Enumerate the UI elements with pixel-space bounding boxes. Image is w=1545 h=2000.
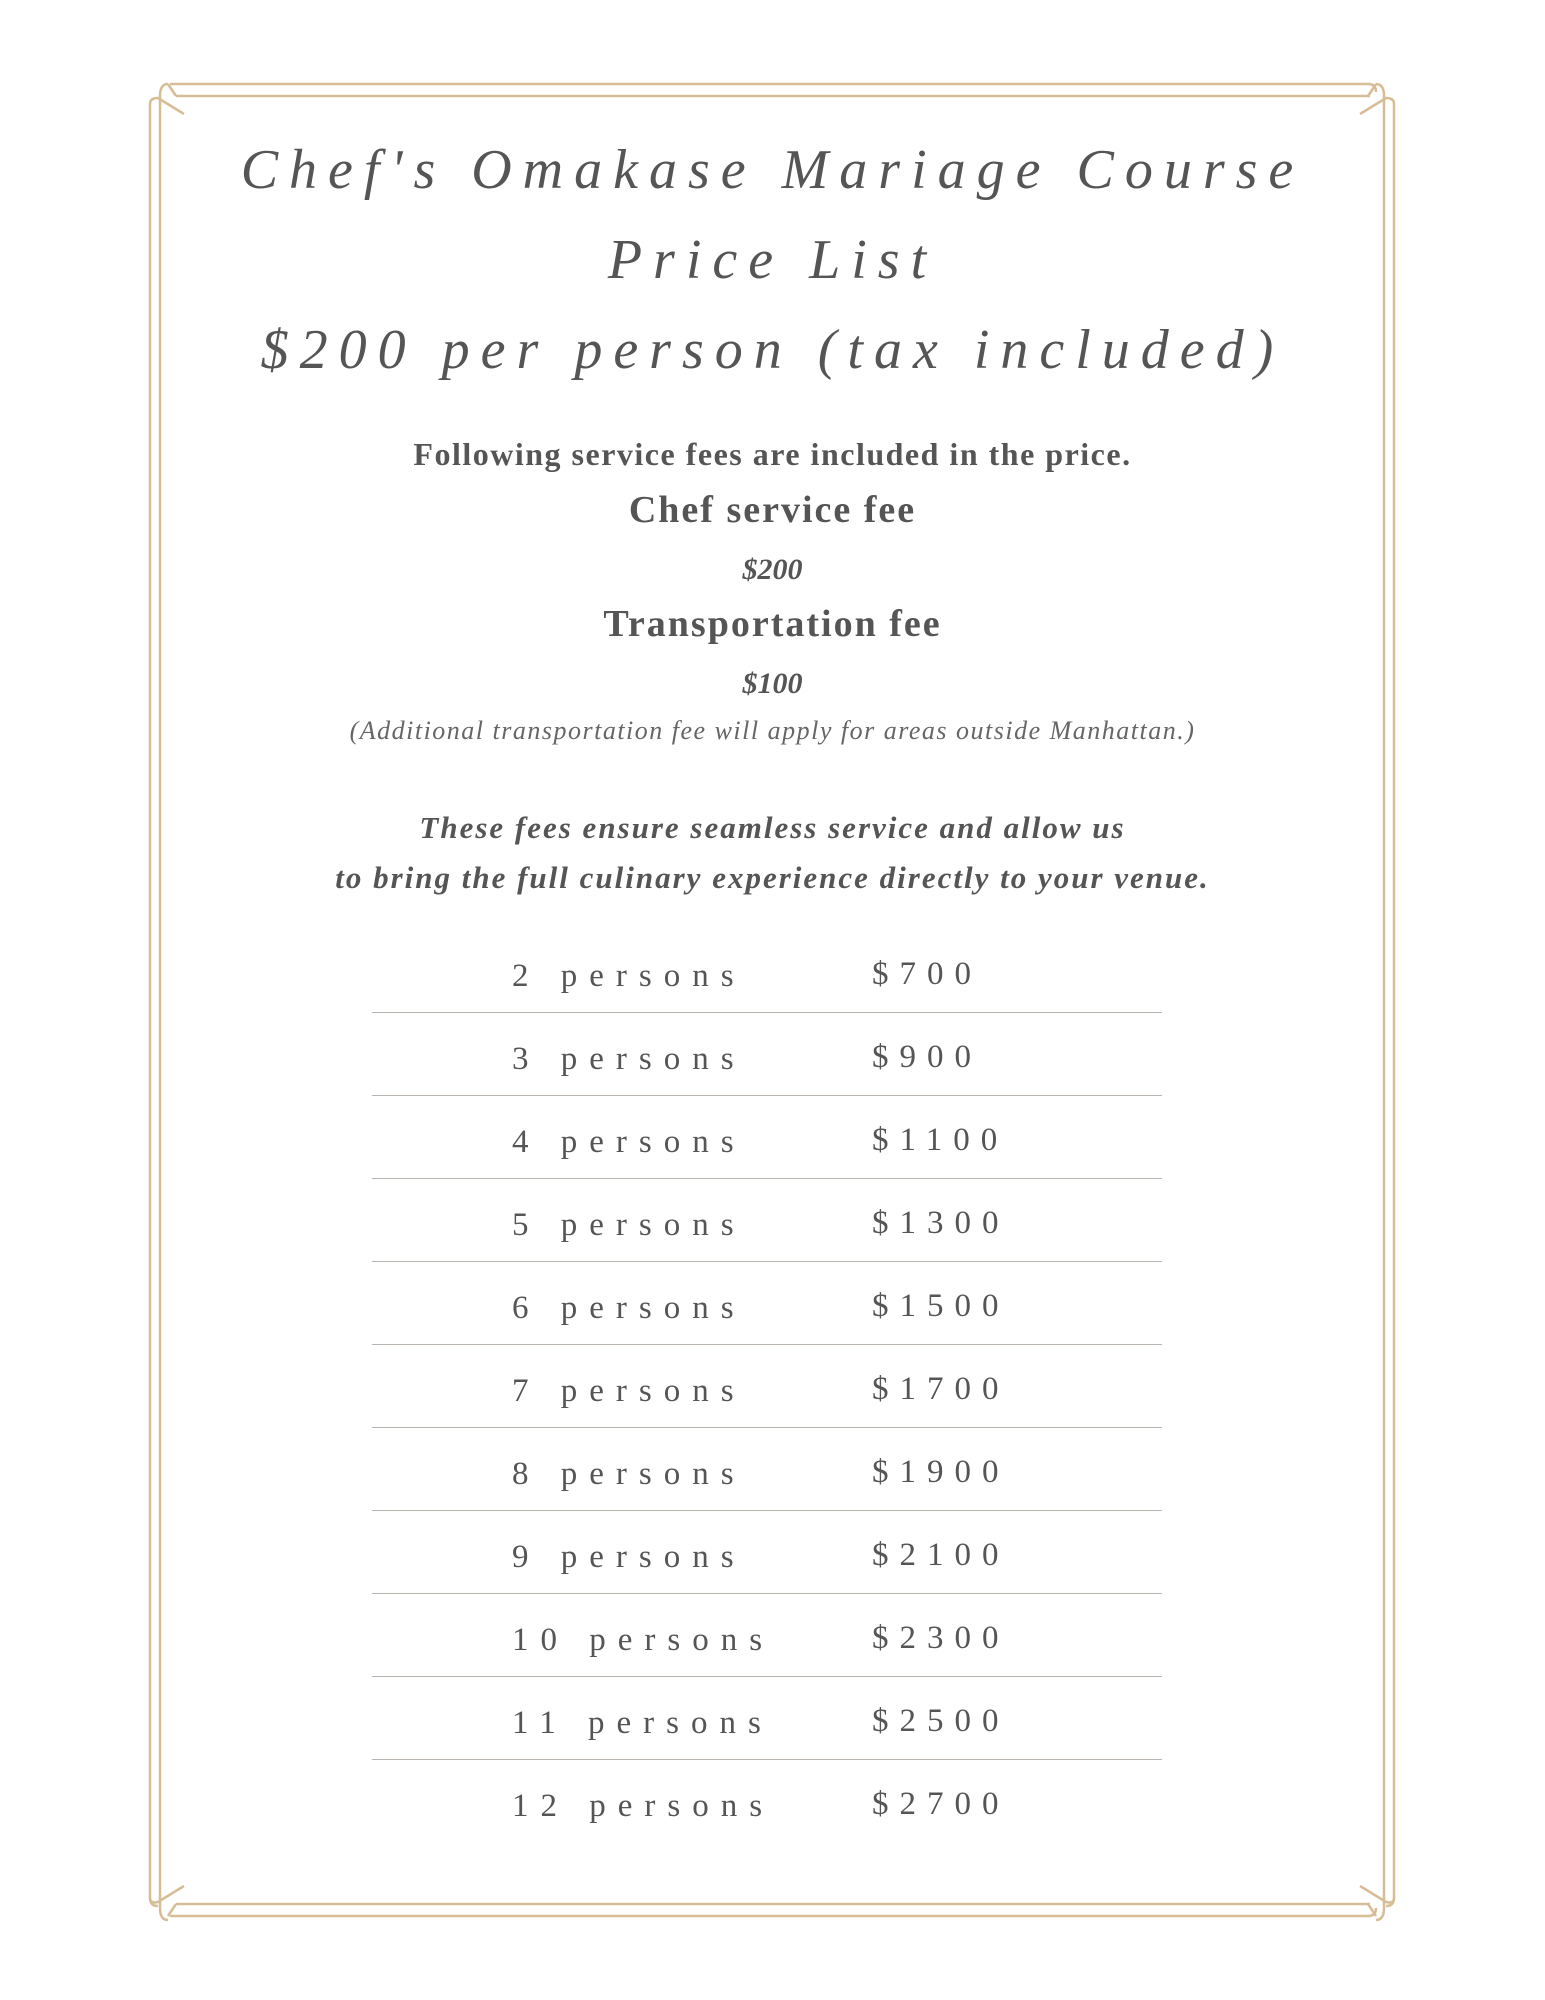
table-row xyxy=(372,1428,1162,1511)
table-row xyxy=(372,1594,1162,1677)
price-table xyxy=(372,930,1162,1843)
persons-count: 12 persons xyxy=(512,1788,775,1824)
persons-count: 2 persons xyxy=(512,958,746,994)
fees-intro-text: Following service fees are included in the price. xyxy=(413,436,1132,472)
page-subtitle: Price List xyxy=(607,229,938,291)
price-value: $1300 xyxy=(872,1205,1010,1241)
transportation-fee-amount: $100 xyxy=(742,667,803,700)
table-row xyxy=(372,1760,1162,1843)
persons-count: 11 persons xyxy=(512,1705,773,1741)
price-value: $2100 xyxy=(872,1537,1010,1573)
transportation-fee-note: (Additional transportation fee will apply for areas outside Manhattan.) xyxy=(349,716,1196,745)
price-value: $1500 xyxy=(872,1288,1010,1324)
price-value: $1100 xyxy=(872,1122,1009,1158)
persons-count: 10 persons xyxy=(512,1622,775,1658)
persons-count: 3 persons xyxy=(512,1041,746,1077)
persons-count: 8 persons xyxy=(512,1456,746,1492)
price-value: $2700 xyxy=(872,1786,1010,1822)
persons-count: 7 persons xyxy=(512,1373,746,1409)
persons-count: 5 persons xyxy=(512,1207,746,1243)
table-row xyxy=(372,1013,1162,1096)
transportation-fee-label: Transportation fee xyxy=(603,603,942,645)
page-title: Chef's Omakase Mariage Course xyxy=(240,139,1305,201)
table-row xyxy=(372,1179,1162,1262)
price-value: $1700 xyxy=(872,1371,1010,1407)
service-statement-line-2: to bring the full culinary experience directly to your venue. xyxy=(335,860,1210,895)
persons-count: 4 persons xyxy=(512,1124,746,1160)
table-row xyxy=(372,1345,1162,1428)
table-row xyxy=(372,1511,1162,1594)
persons-count: 6 persons xyxy=(512,1290,746,1326)
table-row xyxy=(372,1262,1162,1345)
persons-count: 9 persons xyxy=(512,1539,746,1575)
table-row xyxy=(372,1677,1162,1760)
price-value: $700 xyxy=(872,956,982,992)
price-value: $900 xyxy=(872,1039,982,1075)
table-row xyxy=(372,1096,1162,1179)
service-statement-line-1: These fees ensure seamless service and allow us xyxy=(419,810,1126,845)
per-person-price: $200 per person (tax included) xyxy=(260,319,1285,381)
price-value: $2500 xyxy=(872,1703,1010,1739)
table-row xyxy=(372,930,1162,1013)
price-value: $2300 xyxy=(872,1620,1010,1656)
chef-service-fee-amount: $200 xyxy=(742,553,803,586)
chef-service-fee-label: Chef service fee xyxy=(628,489,917,531)
price-value: $1900 xyxy=(872,1454,1010,1490)
